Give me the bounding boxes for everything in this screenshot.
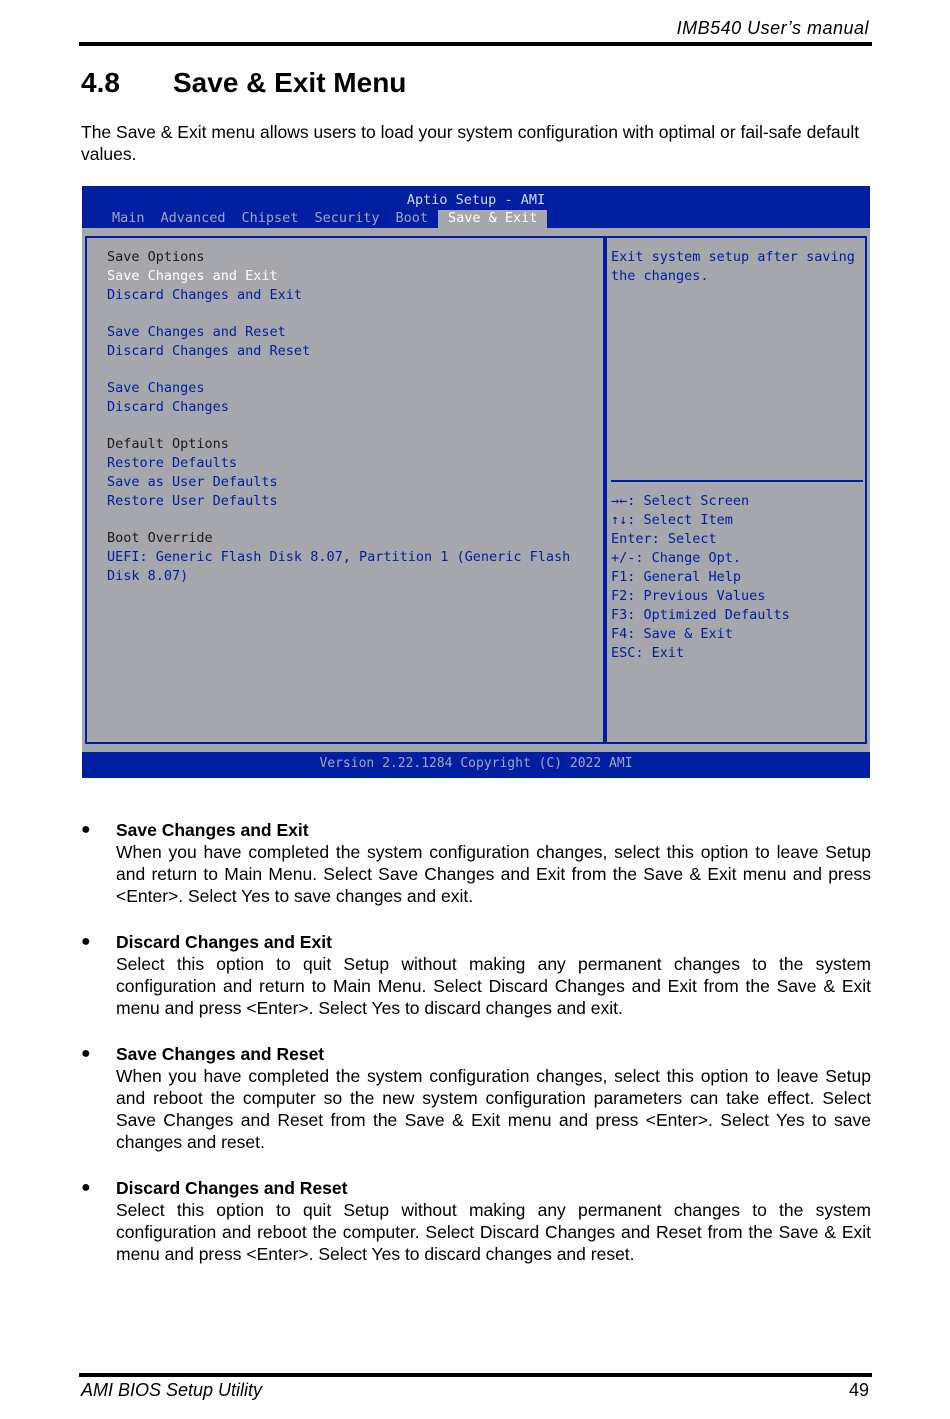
intro-paragraph: The Save & Exit menu allows users to load your system configuration with optimal or fail-safe default values. — [81, 122, 860, 164]
bios-key-f4: F4: Save & Exit — [611, 626, 733, 642]
list-item — [81, 819, 871, 907]
bios-key-enter: Enter: Select — [611, 531, 717, 547]
header-title: IMB540 User’s manual — [676, 18, 869, 38]
bios-title-bar — [82, 186, 870, 228]
bios-status-bar — [82, 752, 870, 778]
bios-help-panel — [605, 236, 867, 744]
list-item — [81, 1043, 871, 1153]
bullet-text: Select this option to quit Setup without making any permanent changes to the system configuration and reboot the computer. Select Discard Changes and Reset from the Save & Exit menu and press <Enter>. Select Yes to discard changes and reset. — [116, 1200, 871, 1264]
section-title: Save & Exit Menu — [173, 67, 407, 98]
bios-heading-save-options: Save Options — [107, 249, 205, 265]
bios-screenshot — [82, 186, 870, 778]
bullet-text: Select this option to quit Setup without making any permanent changes to the system configuration and return to Main Menu. Select Discard Changes and Exit from the Save & Exit menu and press <Enter>. Select Yes to discard changes and exit. — [116, 954, 871, 1018]
bios-tab-save-exit: Save & Exit — [438, 210, 547, 228]
bios-heading-default-options: Default Options — [107, 436, 229, 452]
bios-help-divider — [611, 480, 863, 482]
bios-tab-chipset: Chipset — [241, 210, 299, 226]
bios-item-save-changes-and-reset: Save Changes and Reset — [107, 324, 286, 340]
bios-key-f3: F3: Optimized Defaults — [611, 607, 790, 623]
section-number: 4.8 — [81, 67, 120, 98]
bios-key-select-item: ↑↓: Select Item — [611, 512, 733, 528]
bios-tab-boot: Boot — [395, 210, 428, 226]
list-item — [81, 931, 871, 1019]
section-heading — [81, 67, 406, 99]
bios-key-f1: F1: General Help — [611, 569, 742, 585]
bios-key-select-screen: →←: Select Screen — [611, 493, 750, 509]
bios-item-boot-device: UEFI: Generic Flash Disk 8.07, Partition 1 (Generic Flash — [107, 549, 571, 565]
footer-title: AMI BIOS Setup Utility — [81, 1380, 263, 1400]
bios-item-restore-defaults: Restore Defaults — [107, 455, 238, 471]
bios-item-boot-device-cont: Disk 8.07) — [107, 568, 189, 584]
bullet-icon: ● — [81, 1179, 91, 1196]
bios-tab-main: Main — [112, 210, 145, 226]
bios-tab-bar — [112, 210, 563, 228]
bios-help-text: Exit system setup after saving the changes. — [611, 249, 855, 284]
bullet-title: Discard Changes and Exit — [116, 932, 332, 952]
bios-tab-advanced: Advanced — [160, 210, 226, 226]
bios-version: Version 2.22.1284 Copyright (C) 2022 AMI — [319, 756, 633, 771]
bios-tab-security: Security — [314, 210, 380, 226]
bios-key-legend — [611, 492, 790, 663]
bios-key-f2: F2: Previous Values — [611, 588, 766, 604]
footer-rule — [79, 1373, 872, 1377]
bullet-title: Discard Changes and Reset — [116, 1178, 348, 1198]
bios-item-discard-changes-and-reset: Discard Changes and Reset — [107, 343, 311, 359]
header-rule — [79, 42, 872, 46]
bullet-icon: ● — [81, 821, 91, 838]
bios-item-save-user-defaults: Save as User Defaults — [107, 474, 278, 490]
bios-title: Aptio Setup - AMI — [406, 192, 546, 208]
bullet-icon: ● — [81, 933, 91, 950]
bullet-list — [81, 819, 871, 1289]
bios-item-discard-changes: Discard Changes — [107, 399, 229, 415]
bios-item-save-changes: Save Changes — [107, 380, 205, 396]
list-item — [81, 1177, 871, 1265]
bullet-text: When you have completed the system configuration changes, select this option to leave Setup and return to Main Menu. Select Save Changes and Exit from the Save & Exit menu and press <Enter>. Select Yes to save changes and exit. — [116, 842, 871, 906]
bios-item-restore-user-defaults: Restore User Defaults — [107, 493, 278, 509]
bios-key-esc: ESC: Exit — [611, 645, 685, 661]
bullet-title: Save Changes and Reset — [116, 1044, 325, 1064]
bullet-icon: ● — [81, 1045, 91, 1062]
page-number: 49 — [848, 1380, 869, 1400]
bios-options-panel — [85, 236, 605, 744]
bios-item-save-changes-and-exit: Save Changes and Exit — [107, 268, 278, 284]
bios-heading-boot-override: Boot Override — [107, 530, 213, 546]
bullet-title: Save Changes and Exit — [116, 820, 309, 840]
bullet-text: When you have completed the system configuration changes, select this option to leave Setup and reboot the computer so the new system configuration parameters can take effect. Select Save Changes and Reset from the Save & Exit menu and press <Enter>. Select Yes to save changes and reset. — [116, 1066, 871, 1152]
bios-key-change-opt: +/-: Change Opt. — [611, 550, 742, 566]
bios-item-discard-changes-and-exit: Discard Changes and Exit — [107, 287, 303, 303]
